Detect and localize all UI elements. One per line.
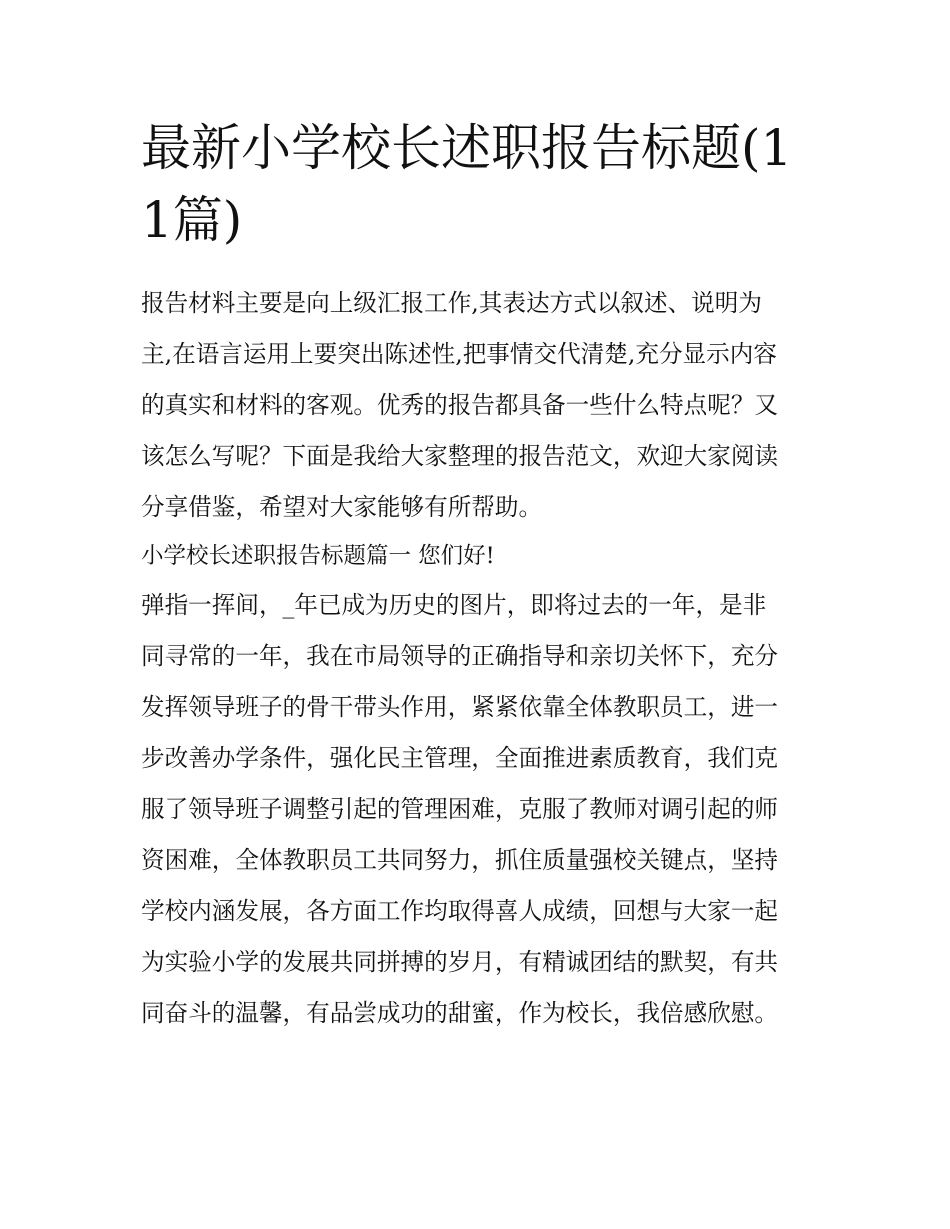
section-heading-paragraph [141, 533, 813, 580]
body-line: 服了领导班子调整引起的管理困难，克服了教师对调引起的师 [141, 795, 779, 823]
body-line: 学校内涵发展，各方面工作均取得喜人成绩，回想与大家一起 [141, 897, 779, 925]
body-line: 资困难，全体教职员工共同努力，抓住质量强校关键点，坚持 [141, 846, 779, 874]
intro-line: 分享借鉴，希望对大家能够有所帮助。 [141, 493, 543, 521]
intro-line: 报告材料主要是向上级汇报工作,其表达方式以叙述、说明为 [141, 289, 762, 317]
body-line: 发挥领导班子的骨干带头作用，紧紧依靠全体教职员工，进一 [141, 693, 779, 721]
intro-line: 主,在语言运用上要突出陈述性,把事情交代清楚,充分显示内容 [141, 340, 777, 368]
body-line: 同奋斗的温馨，有品尝成功的甜蜜，作为校长，我倍感欣慰。 [141, 999, 779, 1027]
body-line: 为实验小学的发展共同拼搏的岁月，有精诚团结的默契，有共 [141, 948, 779, 976]
body-paragraph [141, 580, 813, 1039]
body-line: 步改善办学条件，强化民主管理，全面推进素质教育，我们克 [141, 744, 779, 772]
intro-paragraph [141, 278, 813, 533]
body-line: 同寻常的一年，我在市局领导的正确指导和亲切关怀下，充分 [141, 642, 779, 670]
intro-line: 该怎么写呢？下面是我给大家整理的报告范文，欢迎大家阅读 [141, 442, 779, 470]
body-line: 弹指一挥间，_年已成为历史的图片，即将过去的一年，是非 [141, 591, 767, 619]
intro-line: 的真实和材料的客观。优秀的报告都具备一些什么特点呢？又 [141, 391, 779, 419]
document-title: 最新小学校长述职报告标题(11篇) [141, 119, 793, 249]
document-body [141, 278, 813, 1039]
section-heading: 小学校长述职报告标题篇一 您们好! [141, 543, 495, 569]
